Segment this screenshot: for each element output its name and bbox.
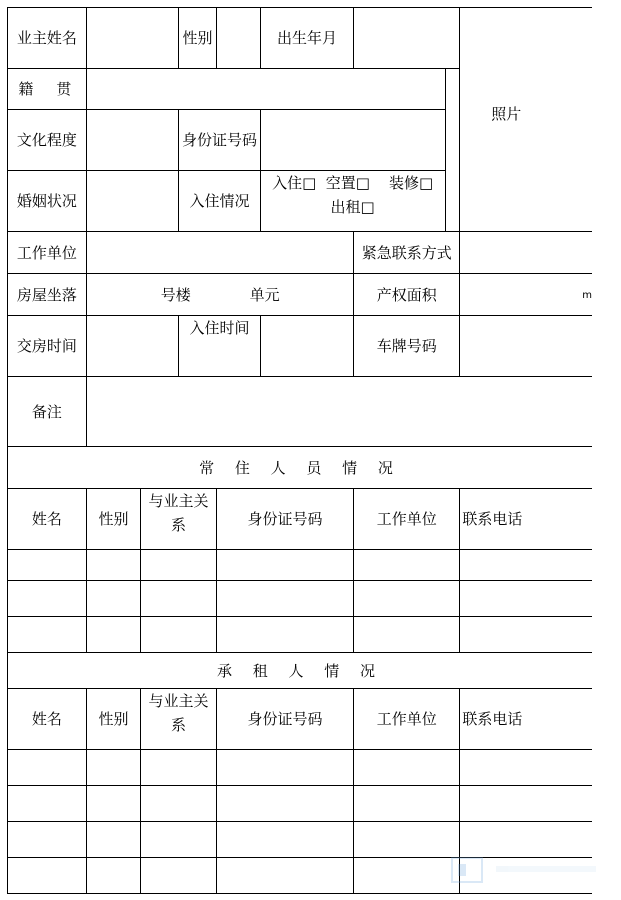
photo-label: 照片 bbox=[491, 104, 522, 123]
license-plate-field[interactable] bbox=[460, 316, 592, 377]
photo-box[interactable] bbox=[460, 8, 592, 232]
property-area-field[interactable] bbox=[460, 274, 592, 316]
address-label: 房屋坐落 bbox=[8, 274, 87, 316]
residents-header-row bbox=[8, 489, 593, 550]
residents-col-name: 姓名 bbox=[8, 489, 87, 550]
address-field[interactable] bbox=[86, 274, 353, 316]
table-row bbox=[8, 581, 593, 617]
occupancy-options[interactable]: 入住□ 空置□ 装修□ 出租□ bbox=[260, 171, 445, 232]
residents-col-relation: 与业主关系 bbox=[141, 489, 217, 550]
watermark-logo bbox=[450, 852, 600, 886]
move-in-time-label: 入住时间 bbox=[179, 316, 261, 377]
tenants-col-relation: 与业主关系 bbox=[141, 689, 217, 750]
property-area-label: 产权面积 bbox=[354, 274, 460, 316]
emergency-contact-field[interactable] bbox=[460, 232, 592, 274]
tenants-col-id: 身份证号码 bbox=[216, 689, 353, 750]
birth-field[interactable] bbox=[354, 8, 460, 69]
residents-col-work: 工作单位 bbox=[354, 489, 460, 550]
move-in-time-field[interactable] bbox=[260, 316, 353, 377]
tenants-col-gender: 性别 bbox=[86, 689, 140, 750]
owner-name-field[interactable] bbox=[86, 8, 178, 69]
handover-time-field[interactable] bbox=[86, 316, 178, 377]
marital-status-field[interactable] bbox=[86, 171, 178, 232]
building-suffix: 号楼 bbox=[160, 285, 191, 304]
tenants-col-phone: 联系电话 bbox=[460, 689, 592, 750]
native-place-label: 籍 贯 bbox=[8, 69, 87, 110]
area-unit: m bbox=[582, 290, 592, 301]
tenants-header-row bbox=[8, 689, 593, 750]
tenants-col-name: 姓名 bbox=[8, 689, 87, 750]
emergency-contact-label: 紧急联系方式 bbox=[354, 232, 460, 274]
table-row bbox=[8, 786, 593, 822]
tenants-col-work: 工作单位 bbox=[354, 689, 460, 750]
gender-label: 性别 bbox=[179, 8, 217, 69]
residents-section-title: 常 住 人 员 情 况 bbox=[8, 447, 593, 489]
remarks-field[interactable] bbox=[86, 377, 592, 447]
license-plate-label: 车牌号码 bbox=[354, 316, 460, 377]
remarks-label: 备注 bbox=[8, 377, 87, 447]
table-row bbox=[8, 750, 593, 786]
residents-col-gender: 性别 bbox=[86, 489, 140, 550]
id-number-label: 身份证号码 bbox=[179, 110, 261, 171]
owner-name-label: 业主姓名 bbox=[8, 8, 87, 69]
occupancy-label: 入住情况 bbox=[179, 171, 261, 232]
residents-col-phone: 联系电话 bbox=[460, 489, 592, 550]
work-unit-field[interactable] bbox=[86, 232, 353, 274]
id-number-field[interactable] bbox=[260, 110, 445, 171]
owner-registration-form bbox=[7, 7, 592, 894]
tenants-section-title: 承 租 人 情 况 bbox=[8, 653, 593, 689]
unit-suffix: 单元 bbox=[249, 285, 280, 304]
marital-status-label: 婚姻状况 bbox=[8, 171, 87, 232]
handover-time-label: 交房时间 bbox=[8, 316, 87, 377]
table-row bbox=[8, 550, 593, 581]
education-label: 文化程度 bbox=[8, 110, 87, 171]
residents-col-id: 身份证号码 bbox=[216, 489, 353, 550]
gender-field[interactable] bbox=[216, 8, 260, 69]
table-row bbox=[8, 617, 593, 653]
work-unit-label: 工作单位 bbox=[8, 232, 87, 274]
native-place-field[interactable] bbox=[86, 69, 445, 110]
education-field[interactable] bbox=[86, 110, 178, 171]
birth-label: 出生年月 bbox=[260, 8, 353, 69]
